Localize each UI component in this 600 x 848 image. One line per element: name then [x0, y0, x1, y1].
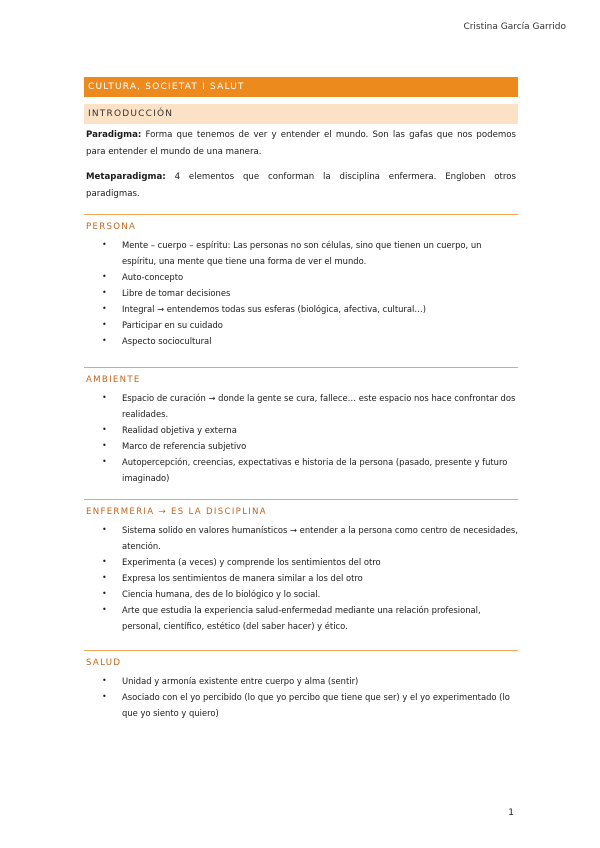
list-item-text: Mente – cuerpo – espíritu: Las personas no son células, sino que tienen un cuerpo, un espíritu, una mente que tiene una forma de ver el mundo.: [122, 240, 482, 266]
section-persona: [84, 214, 518, 349]
list-item: [84, 586, 518, 602]
section-title: AMBIENTE: [86, 375, 141, 385]
bullet-icon: •: [102, 272, 107, 281]
list-item-text: Asociado con el yo percibido (lo que yo percibo que tiene que ser) y el yo experimentado (lo que yo siento y quiero): [122, 692, 510, 718]
list-item: [84, 554, 518, 570]
list-item-text: Integral → entendemos todas sus esferas (biológica, afectiva, cultural…): [122, 304, 426, 314]
bullet-icon: •: [102, 557, 107, 566]
list-item: [84, 237, 518, 269]
metaparadigma-definition: 4 elementos que conforman la disciplina enfermera. Engloben otros paradigmas.: [86, 172, 516, 199]
list-item-text: Auto-concepto: [122, 272, 184, 282]
bullet-list: [84, 673, 518, 721]
list-item: [84, 301, 518, 317]
list-item-text: Participar en su cuidado: [122, 320, 223, 330]
metaparadigma-term: Metaparadigma:: [86, 172, 166, 182]
list-item-text: Arte que estudia la experiencia salud-enfermedad mediante una relación profesional, personal, científico, estético (del saber hacer) y ético.: [122, 605, 481, 631]
bullet-list: [84, 522, 518, 634]
page-number: 1: [508, 808, 514, 818]
bullet-icon: •: [102, 425, 107, 434]
bullet-icon: •: [102, 304, 107, 313]
bullet-icon: •: [102, 692, 107, 701]
section-title: PERSONA: [86, 222, 137, 232]
bullet-icon: •: [102, 457, 107, 466]
section-title: SALUD: [86, 658, 122, 668]
section-title: ENFERMERIA → ES LA DISCIPLINA: [86, 507, 267, 517]
list-item: [84, 285, 518, 301]
bullet-icon: •: [102, 525, 107, 534]
section-divider: [84, 214, 518, 215]
bullet-icon: •: [102, 336, 107, 345]
section-divider: [84, 499, 518, 500]
section-ambiente: [84, 367, 518, 486]
header-author: Cristina García Garrido: [463, 22, 566, 32]
list-item: [84, 689, 518, 721]
list-item-text: Sistema solido en valores humanísticos → entender a la persona como centro de necesidades, atención.: [122, 525, 518, 551]
bullet-icon: •: [102, 240, 107, 249]
list-item: [84, 269, 518, 285]
list-item: [84, 454, 518, 486]
bullet-icon: •: [102, 441, 107, 450]
bullet-icon: •: [102, 288, 107, 297]
list-item: [84, 673, 518, 689]
list-item-text: Marco de referencia subjetivo: [122, 441, 247, 451]
list-item: [84, 602, 518, 634]
list-item: [84, 422, 518, 438]
list-item: [84, 390, 518, 422]
list-item-text: Unidad y armonía existente entre cuerpo y alma (sentir): [122, 676, 359, 686]
bullet-icon: •: [102, 573, 107, 582]
bullet-icon: •: [102, 605, 107, 614]
bullet-list: [84, 237, 518, 349]
bullet-icon: •: [102, 589, 107, 598]
list-item-text: Ciencia humana, des de lo biológico y lo social.: [122, 589, 321, 599]
bullet-icon: •: [102, 676, 107, 685]
paradigma-paragraph: [86, 127, 516, 161]
section-enfermeria: [84, 499, 518, 634]
paradigma-definition: Forma que tenemos de ver y entender el mundo. Son las gafas que nos podemos para entender el mundo de una manera.: [86, 130, 516, 157]
list-item-text: Libre de tomar decisiones: [122, 288, 231, 298]
bullet-list: [84, 390, 518, 486]
document-title-bar: CULTURA, SOCIETAT I SALUT: [84, 77, 518, 97]
list-item: [84, 438, 518, 454]
intro-heading: INTRODUCCIÓN: [84, 104, 518, 124]
paradigma-term: Paradigma:: [86, 130, 142, 140]
list-item: [84, 317, 518, 333]
list-item: [84, 333, 518, 349]
list-item: [84, 570, 518, 586]
list-item-text: Aspecto sociocultural: [122, 336, 212, 346]
list-item-text: Experimenta (a veces) y comprende los sentimientos del otro: [122, 557, 381, 567]
list-item-text: Espacio de curación → donde la gente se cura, fallece… este espacio nos hace confrontar dos realidades.: [122, 393, 516, 419]
list-item-text: Realidad objetiva y externa: [122, 425, 237, 435]
list-item-text: Autopercepción, creencias, expectativas e historia de la persona (pasado, presente y futuro imaginado): [122, 457, 508, 483]
list-item: [84, 522, 518, 554]
list-item-text: Expresa los sentimientos de manera similar a los del otro: [122, 573, 363, 583]
bullet-icon: •: [102, 393, 107, 402]
bullet-icon: •: [102, 320, 107, 329]
section-salud: [84, 650, 518, 721]
section-divider: [84, 650, 518, 651]
metaparadigma-paragraph: [86, 169, 516, 203]
section-divider: [84, 367, 518, 368]
